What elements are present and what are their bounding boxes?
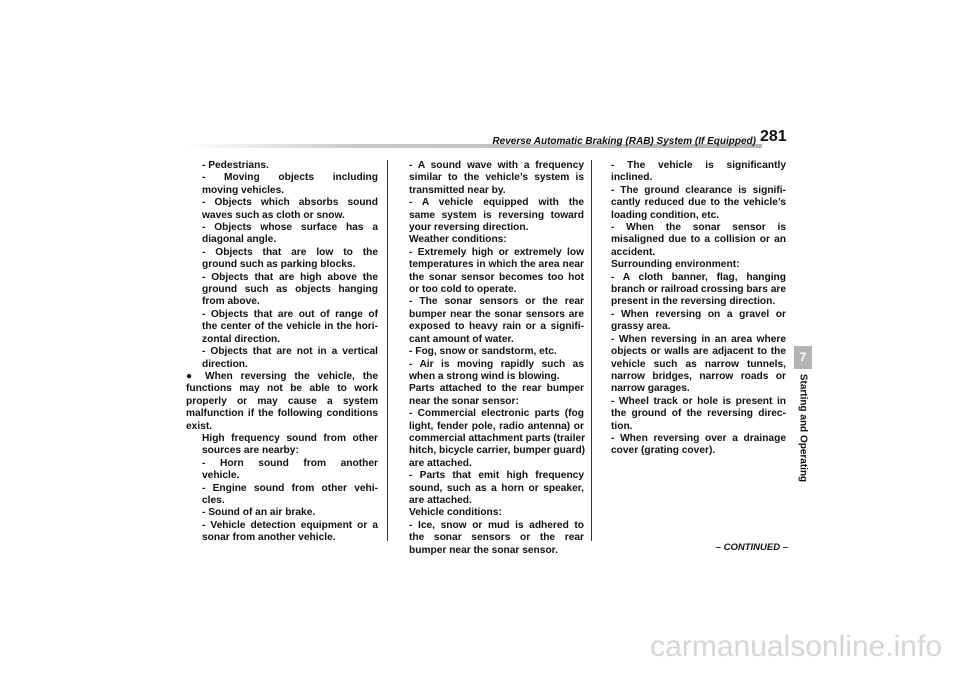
text-line: - The sonar sensors or the rear [409, 296, 584, 308]
text-line: Parts attached to the rear bumper [409, 383, 584, 395]
text-line: - Objects that are out of range of [202, 308, 378, 320]
text-line: - When the sonar sensor is [611, 222, 786, 234]
text-line: - Objects that are not in a vertical [202, 346, 378, 358]
text-line: - Objects that are low to the [202, 246, 378, 258]
text-line: or too cold to operate. [409, 284, 517, 296]
text-line: sound, such as a horn or speaker, [409, 482, 584, 494]
text-line: cles. [202, 494, 225, 506]
text-line: light, fender pole, radio antenna) or [409, 420, 584, 432]
chapter-label: Starting and Operating [797, 373, 809, 483]
text-line: same system is reversing toward [409, 209, 584, 221]
text-line: inclined. [611, 172, 653, 184]
text-line: the sonar sensor becomes too hot [409, 271, 584, 283]
text-line: ● When reversing the vehicle, the [186, 370, 378, 382]
text-line: narrow bridges, narrow roads or [611, 370, 786, 382]
text-line: diagonal angle. [202, 234, 277, 246]
text-line: near the sonar sensor: [409, 395, 519, 407]
text-line: - Extremely high or extremely low [409, 246, 584, 258]
text-line: moving vehicles. [202, 184, 285, 196]
text-line: when a strong wind is blowing. [409, 370, 560, 382]
text-line: - Wheel track or hole is present in [611, 395, 786, 407]
text-line: High frequency sound from other [202, 432, 378, 444]
text-column-3 [611, 160, 786, 458]
text-line: grassy area. [611, 321, 671, 333]
text-line: from above. [202, 296, 260, 308]
text-column-2 [409, 160, 584, 557]
text-line: - A cloth banner, flag, hanging [611, 271, 786, 283]
text-line: misaligned due to a collision or an [611, 234, 786, 246]
text-line: - When reversing over a drainage [611, 432, 786, 444]
text-line: bumper near the sonar sensors are [409, 308, 584, 320]
text-line: similar to the vehicle’s system is [409, 172, 584, 184]
text-line: - Sound of an air brake. [202, 507, 316, 519]
text-line: zontal direction. [202, 333, 281, 345]
column-divider-1 [387, 160, 388, 541]
page-number: 281 [760, 128, 787, 145]
text-line: - Objects whose surface has a [202, 222, 378, 234]
text-line: vehicle. [202, 470, 240, 482]
text-line: - Moving objects including [202, 172, 378, 184]
text-line: tion. [611, 420, 633, 432]
text-line: - Ice, snow or mud is adhered to [409, 519, 584, 531]
text-line: your reversing direction. [409, 222, 529, 234]
text-line: properly or may cause a system [186, 395, 378, 407]
text-line: the ground of the reversing direc- [611, 408, 786, 420]
text-line: - A vehicle equipped with the [409, 197, 584, 209]
text-line: transmitted near by. [409, 184, 506, 196]
text-line: - Commercial electronic parts (fog [409, 408, 584, 420]
text-column-1 [186, 160, 378, 545]
text-line: present in the reversing direction. [611, 296, 776, 308]
text-line: objects or walls are adjacent to the [611, 346, 786, 358]
text-line: the center of the vehicle in the hori- [202, 321, 378, 333]
text-line: the sonar sensors or the rear [409, 532, 584, 544]
chapter-number-tab: 7 [794, 346, 812, 369]
column-divider-2 [591, 160, 592, 541]
text-line: - The ground clearance is signifi- [611, 184, 786, 196]
text-line: waves such as cloth or snow. [202, 209, 345, 221]
text-line: Vehicle conditions: [409, 507, 502, 519]
text-line: exposed to heavy rain or a signifi- [409, 321, 584, 333]
text-line: - Parts that emit high frequency [409, 470, 584, 482]
text-line: - A sound wave with a frequency [409, 160, 584, 171]
section-title: Reverse Automatic Braking (RAB) System (If Equipped) [492, 136, 756, 147]
text-line: cover (grating cover). [611, 445, 716, 457]
text-line: sources are nearby: [202, 445, 299, 457]
text-line: malfunction if the following conditions [186, 408, 378, 420]
text-line: - Air is moving rapidly such as [409, 358, 584, 370]
text-line: vehicle such as narrow tunnels, [611, 358, 786, 370]
text-line: commercial attachment parts (trailer [409, 432, 586, 444]
text-line: - Fog, snow or sandstorm, etc. [409, 346, 557, 358]
text-line: - The vehicle is significantly [611, 160, 786, 171]
text-line: functions may not be able to work [186, 383, 378, 395]
text-line: - Objects that are high above the [202, 271, 378, 283]
text-line: Weather conditions: [409, 234, 507, 246]
text-line: ground such as objects hanging [202, 284, 378, 296]
text-line: exist. [186, 420, 213, 432]
text-line: temperatures in which the area near [409, 259, 584, 271]
text-line: hitch, bicycle carrier, bumper guard) [409, 445, 586, 457]
text-line: ground such as parking blocks. [202, 259, 356, 271]
text-line: accident. [611, 246, 656, 258]
text-line: - Objects which absorbs sound [202, 197, 378, 209]
text-line: narrow garages. [611, 383, 690, 395]
text-line: are attached. [409, 457, 472, 469]
text-line: are attached. [409, 494, 472, 506]
text-line: bumper near the sonar sensor. [409, 544, 558, 556]
text-line: - Horn sound from another [202, 457, 378, 469]
text-line: branch or railroad crossing bars are [611, 284, 786, 296]
text-line: - When reversing in an area where [611, 333, 786, 345]
text-line: loading condition, etc. [611, 209, 720, 221]
text-line: sonar from another vehicle. [202, 532, 336, 544]
continued-label: – CONTINUED – [715, 542, 788, 553]
text-line: - When reversing on a gravel or [611, 308, 786, 320]
text-line: Surrounding environment: [611, 259, 740, 271]
text-line: cant amount of water. [409, 333, 514, 345]
text-line: - Pedestrians. [202, 160, 269, 171]
text-line: direction. [202, 358, 248, 370]
text-line: - Vehicle detection equipment or a [202, 519, 378, 531]
text-line: - Engine sound from other vehi- [202, 482, 378, 494]
text-line: cantly reduced due to the vehicle’s [611, 197, 786, 209]
watermark: carmanualsonline.info [650, 630, 942, 663]
